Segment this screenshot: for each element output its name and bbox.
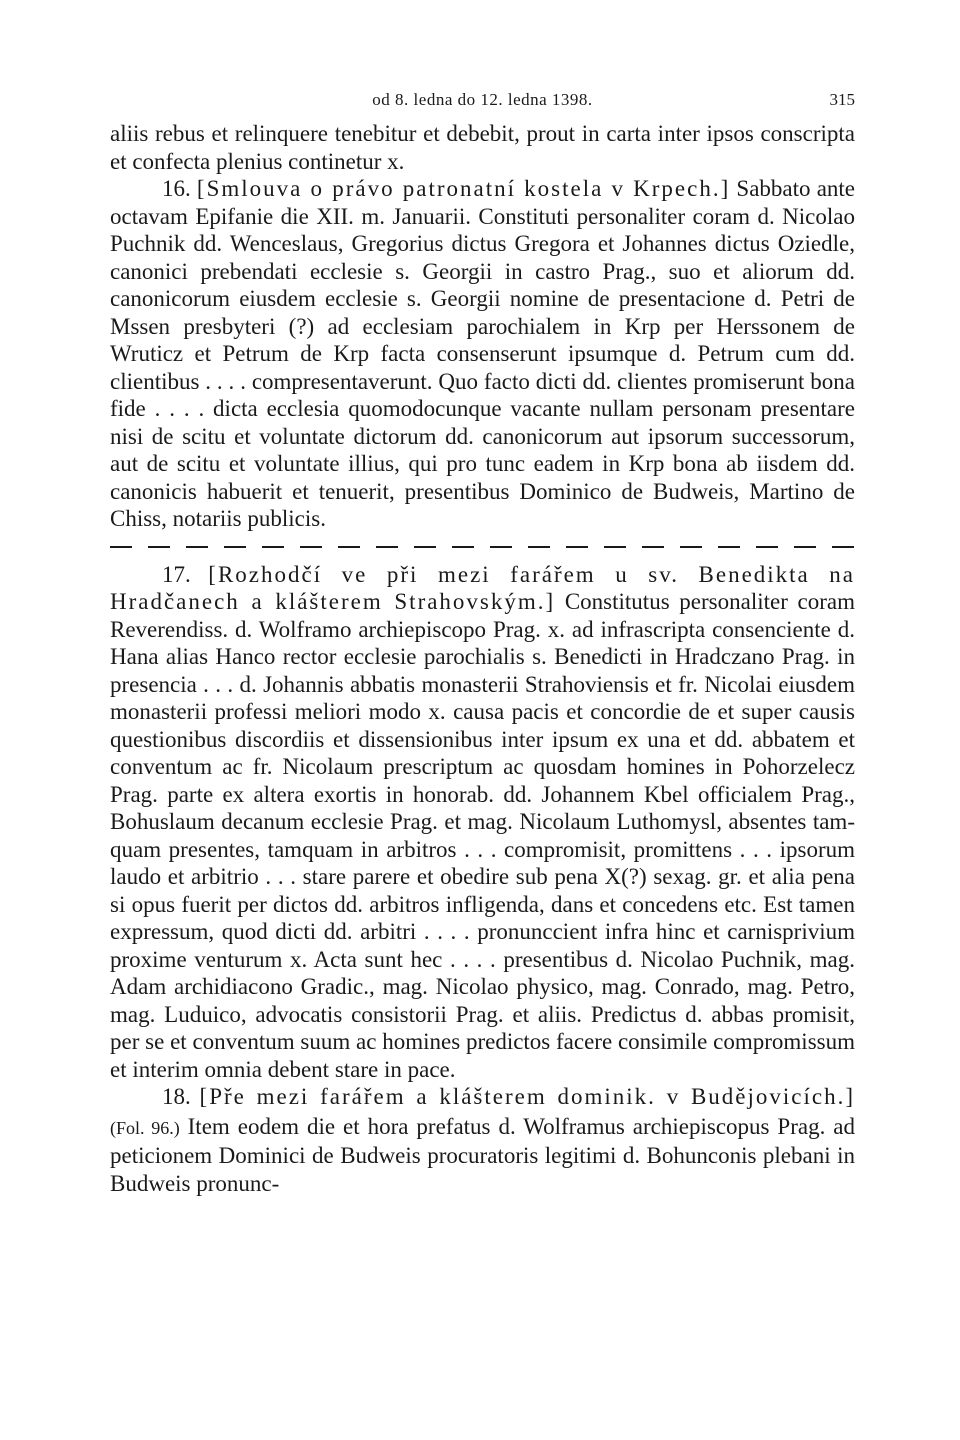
entry-16-heading: [Smlouva o právo patronatní kostela v Krpech.] (196, 176, 731, 201)
paragraph-continuation (110, 120, 855, 175)
entry-16-number: 16. (162, 176, 197, 201)
entry-17-heading: [Rozhodčí ve při mezi farářem u sv. Benedikta na Hradčanech a klášterem Strahovským.] (110, 561, 856, 614)
paragraph-text: aliis rebus et relinquere tenebitur et debebit, prout in carta inter ipsos conscripta et confecta plenius continetur x. (110, 121, 855, 174)
entry-18-number: 18. (162, 1084, 200, 1109)
entry-18-heading: [Pře mezi farářem a klášterem dominik. v Budějovicích.] (199, 1084, 856, 1109)
entry-16 (110, 175, 855, 533)
page-number: 315 (829, 90, 855, 109)
running-title: od 8. ledna do 12. ledna 1398. (372, 90, 593, 109)
entry-18-folio: (Fol. 96.) (110, 1117, 180, 1138)
entry-17 (110, 561, 855, 1084)
section-separator (110, 539, 855, 553)
running-header (110, 80, 855, 120)
entry-17-number: 17. (162, 561, 209, 587)
entry-18-body: Item eodem die et hora prefatus d. Wolframus archiepiscopus Prag. ad peticionem Dominici de Budweis procuratoris legitimi d. Bohunconis plebani in Budweis pronunc- (110, 1113, 855, 1196)
entry-16-body: Sabbato ante octavam Epifanie die XII. m. Januarii. Constituti personaliter coram d. Nicolao Puchnik dd. Wenceslaus, Gregorius dictus Gregora et Johannes dictus Oziedle, canonici prebendati ecclesie s. Georgii in castro Prag., suo et aliorum dd. canonicorum eiusdem ecclesie s. Georgii nomine de presentacione d. Petri de Mssen presbyteri (?) ad ecclesiam parochialem in Krp per Herssonem de Wruticz et Petrum de Krp facta consenserunt ipsumque d. Petrum cum dd. clientibus . . . . compresentaverunt. Quo facto dicti dd. clientes promiserunt bona fide . . . . dicta ecclesia quomodocunque vacante nullam personam presentare nisi de scitu et voluntate dictorum dd. canonicorum aut ipsorum successorum, aut de scitu et voluntate illius, qui pro tunc eadem in Krp bona ab iisdem dd. canonicis habuerit et tenuerit, presentibus Dominico de Budweis, Martino de Chiss, notariis publicis. (110, 176, 855, 531)
document-page (110, 80, 855, 1197)
body-text (110, 120, 855, 1197)
entry-18 (110, 1083, 855, 1197)
entry-17-body: Constitutus personaliter coram Reverendiss. d. Wolframo archiepiscopo Prag. x. ad infrascripta consenciente d. Hana alias Hanco rector ecclesie parochialis s. Benedicti in Hradczano Prag. in presencia . . . d. Johannis abbatis monasterii Strahoviensis et fr. Nicolai eiusdem monasterii professi meliori modo x. causa pacis et concordie de et super causis questionibus discordiis et dissensionibus inter ipsum ex una et dd. abbatem et conventum ac fr. Nicolaum prescriptum ac quosdam homines in Pohorzelecz Prag. parte ex altera exortis in honorab. dd. Johannem Kbel officialem Prag., Bohuslaum decanum ecclesie Prag. et mag. Nicolaum Luthomysl, absentes tamquam presentes, tamquam in arbitros . . . compromisit, promittens . . . ipsorum laudo et arbitrio . . . stare parere et obedire sub pena X(?) sexag. gr. et alia pena si opus fuerit per dictos dd. arbitros infligenda, dans et concedens etc. Est tamen expressum, quod dicti dd. arbitri . . . . pronunccient infra hinc et carnisprivium proxime venturum x. Acta sunt hec . . . . presentibus d. Nicolao Puchnik, mag. Adam archidiacono Gradic., mag. Nicolao physico, mag. Conrado, mag. Petro, mag. Luduico, advocatis consistorii Prag. et aliis. Predictus d. abbas promisit, per se et conventum suum ac homines predictos facere consimile compromissum et interim omnia debent stare in pace. (110, 589, 855, 1082)
